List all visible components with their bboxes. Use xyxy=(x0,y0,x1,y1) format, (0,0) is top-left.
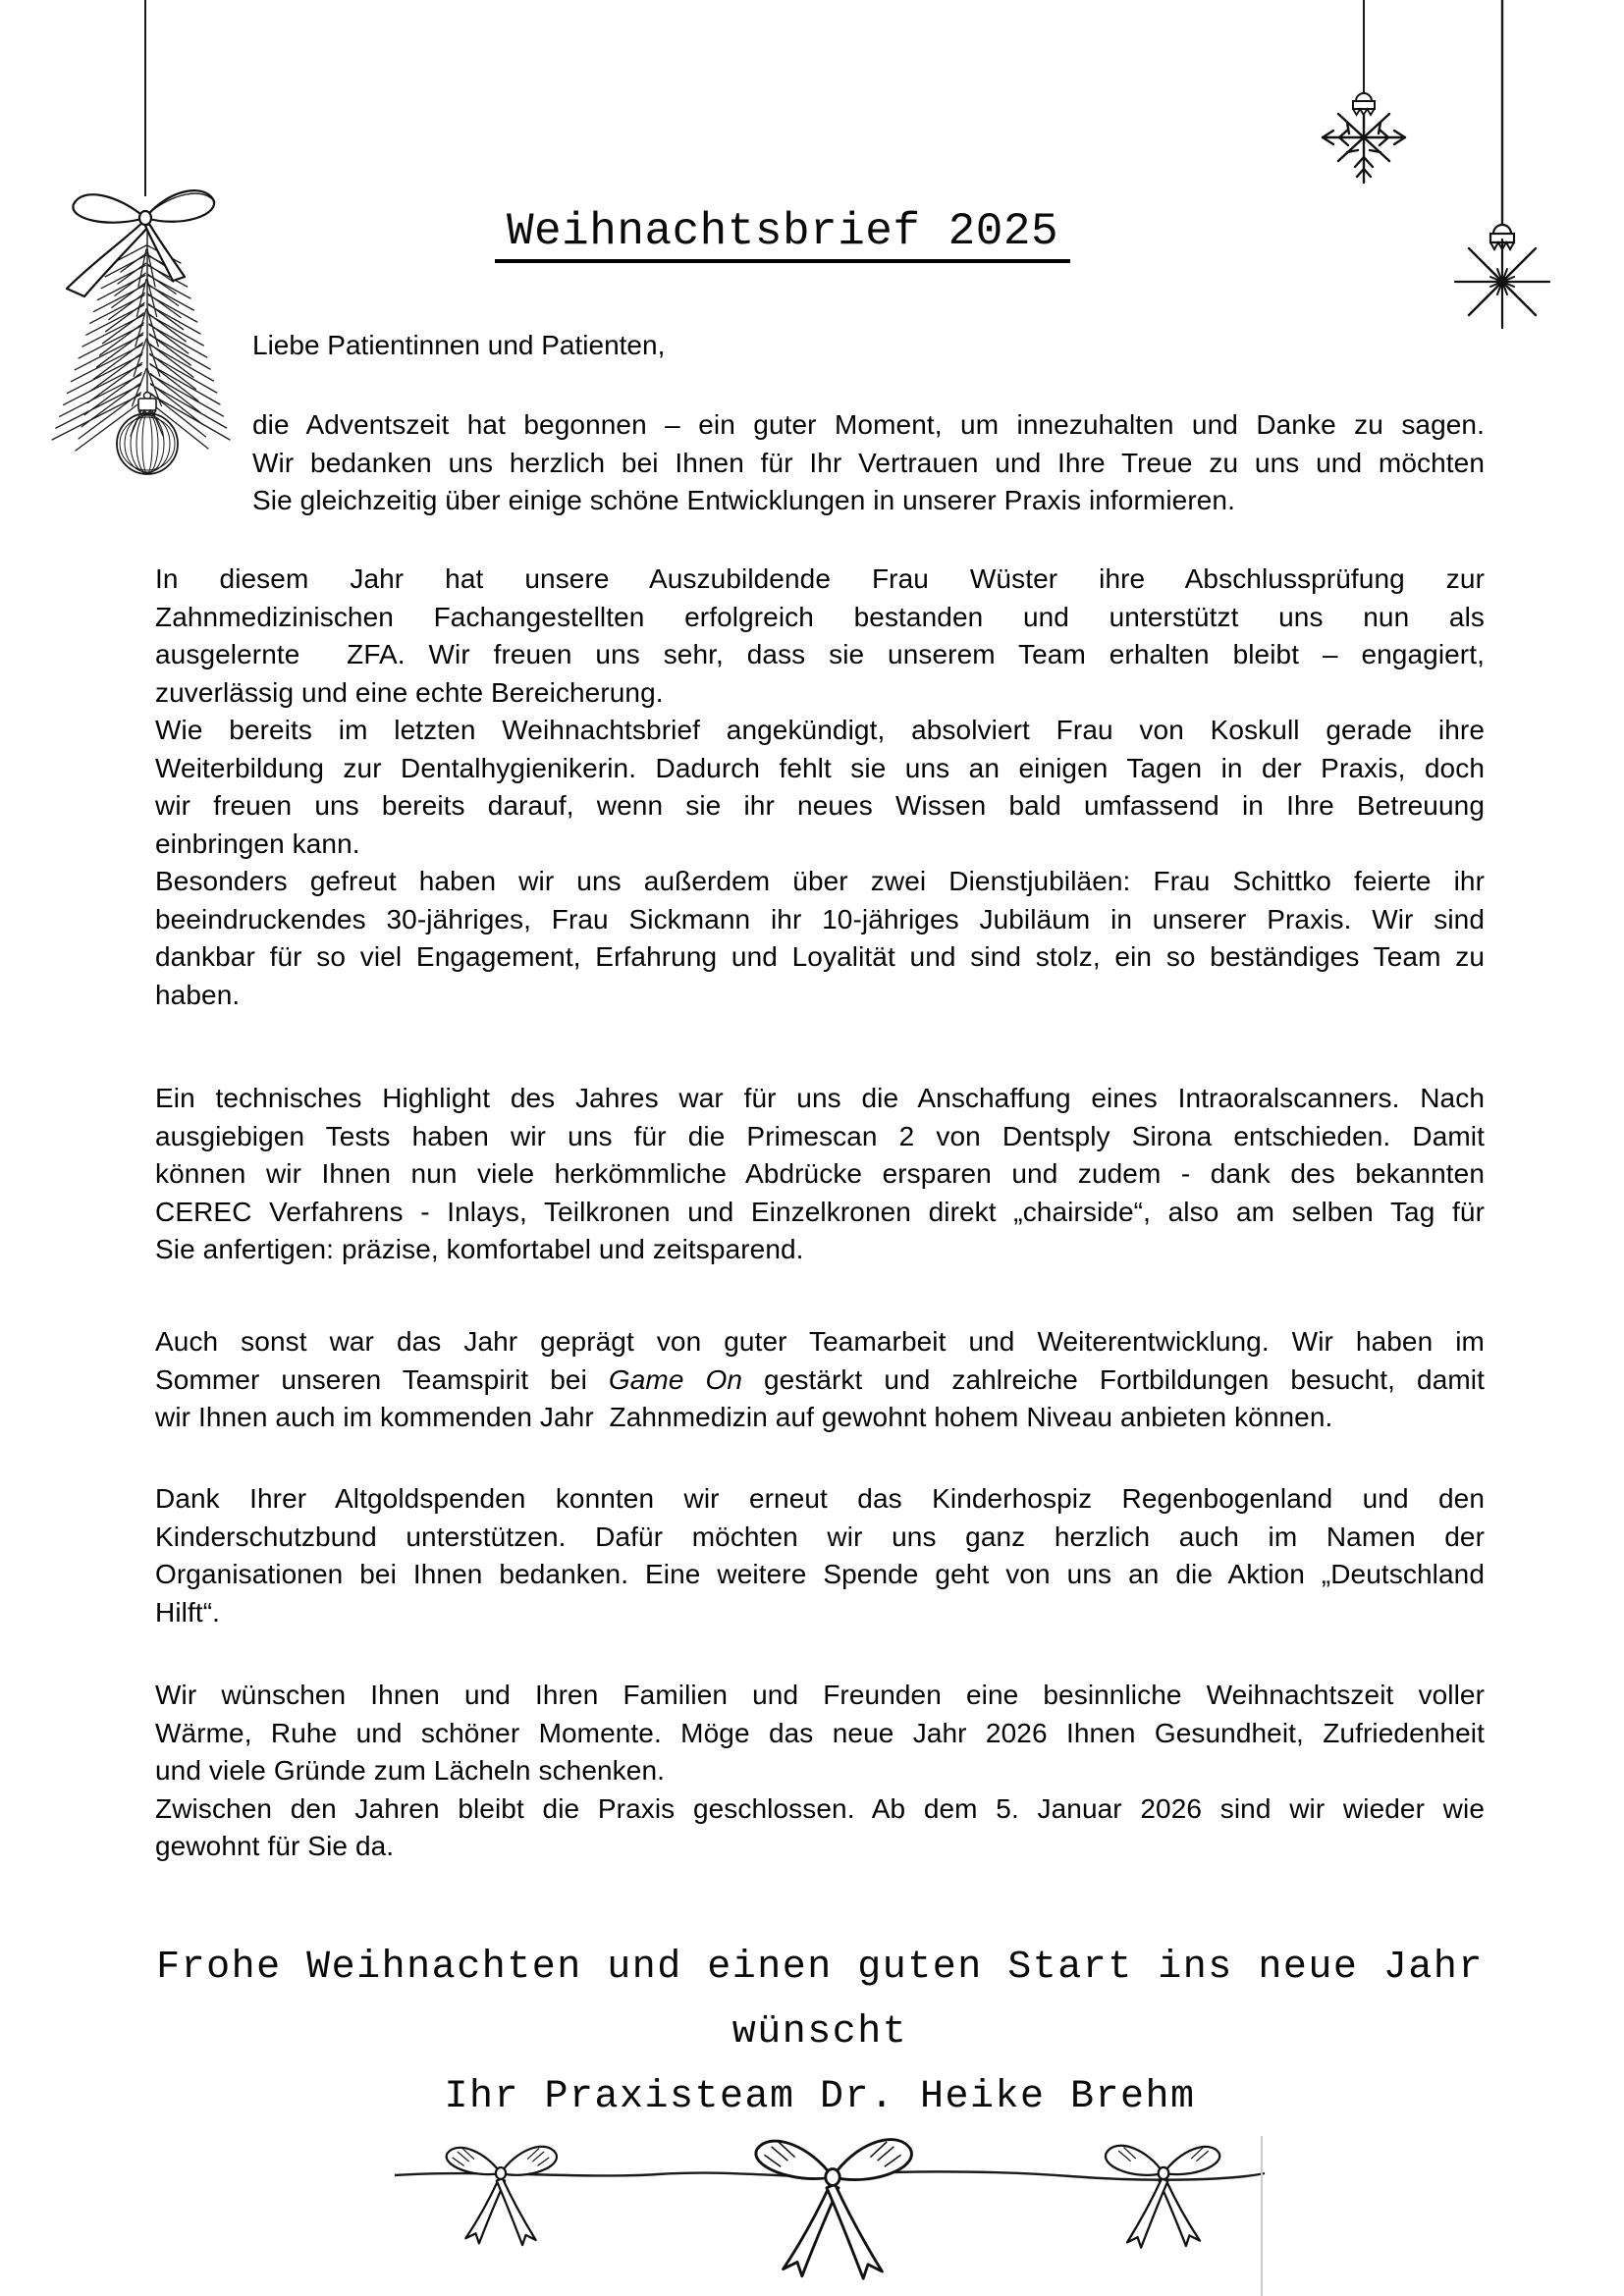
body-paragraph xyxy=(155,1323,1485,1437)
text-line: Sie gleichzeitig über einige schöne Entwicklungen in unserer Praxis informieren. xyxy=(252,485,1235,515)
hanging-snowflake-ornament xyxy=(1306,0,1424,196)
pine-needle xyxy=(64,365,142,405)
text-line: wir Ihnen auch im kommenden Jahr Zahnmedizin auf gewohnt hohem Niveau anbieten können. xyxy=(155,1402,1333,1432)
pine-needle xyxy=(82,315,143,347)
text-line: die Adventszeit hat begonnen – ein guter Moment, um innezuhalten und Danke zu sagen. xyxy=(252,409,1485,440)
text-line: Dank Ihrer Altgoldspenden konnten wir erneut das Kinderhospiz Regenbogenland und den xyxy=(155,1483,1485,1514)
text-line: gewohnt für Sie da. xyxy=(155,1831,395,1861)
image-edge-artifact xyxy=(1261,2136,1263,2296)
text-line: Auch sonst war das Jahr geprägt von guter Teamarbeit und Weiterentwicklung. Wir haben im xyxy=(155,1326,1485,1357)
closing-wuenscht: wünscht xyxy=(731,2010,908,2055)
closing-block xyxy=(155,1936,1485,2130)
pine-needle xyxy=(148,286,193,310)
text-line: Sommer unseren Teamspirit bei Game On gestärkt und zahlreiche Fortbildungen besucht, damit xyxy=(155,1363,1485,1395)
pine-needle xyxy=(150,354,217,393)
text-line: beeindruckendes 30-jähriges, Frau Sickmann ihr 10-jähriges Jubiläum in unserer Praxis. Wir sind xyxy=(155,903,1485,934)
text-line: Hilft“. xyxy=(155,1596,221,1628)
body-paragraph xyxy=(155,561,1485,1014)
bows xyxy=(447,2140,1220,2279)
body-paragraph xyxy=(155,1080,1485,1269)
snowflake-icon xyxy=(1323,114,1405,183)
bow-icon xyxy=(1106,2146,1219,2248)
text-line: In diesem Jahr hat unsere Auszubildende Frau Wüster ihre Abschlussprüfung zur xyxy=(155,563,1485,594)
text-line: können wir Ihnen nun viele herkömmliche Abdrücke ersparen und zudem - dank des bekannten xyxy=(155,1158,1485,1189)
text-line: ausgiebigen Tests haben wir uns für die Primescan 2 von Dentsply Sirona entschieden. Damit xyxy=(155,1120,1485,1151)
text-line: Zwischen den Jahren bleibt die Praxis geschlossen. Ab dem 5. Januar 2026 sind wir wieder wie xyxy=(155,1792,1485,1824)
bow-icon xyxy=(447,2147,557,2245)
pine-needle xyxy=(52,395,140,440)
body-paragraph xyxy=(155,1677,1485,1866)
text-line: Wärme, Ruhe und schöner Momente. Möge das neue Jahr 2026 Ihnen Gesundheit, Zufriedenheit xyxy=(155,1717,1485,1748)
text-line: und viele Gründe zum Lächeln schenken. xyxy=(155,1755,666,1786)
pine-needle xyxy=(79,325,143,358)
pine-needle xyxy=(75,335,142,370)
text-line: Organisationen bei Ihnen bedanken. Eine weitere Spende geht von uns an die Aktion „Deutschland xyxy=(155,1559,1485,1589)
ornament-cap xyxy=(1353,93,1375,115)
ribbon-bows-divider xyxy=(373,2110,1276,2296)
text-line: wir freuen uns bereits darauf, wenn sie ihr neues Wissen bald umfassend in Ihre Betreuung xyxy=(155,790,1485,821)
text-line: Kinderschutzbund unterstützen. Dafür möchten wir uns ganz herzlich auch im Namen der xyxy=(155,1521,1485,1552)
pine-needle xyxy=(149,335,210,369)
text-line: einbringen kann. xyxy=(155,828,360,859)
page-title: Weihnachtsbrief 2025 xyxy=(495,206,1070,263)
bow-icon xyxy=(756,2140,912,2279)
pine-needle xyxy=(56,385,141,428)
pine-needle xyxy=(151,403,208,449)
text-line: haben. xyxy=(155,979,241,1010)
intro-paragraph xyxy=(252,406,1485,520)
title-row xyxy=(0,206,1624,263)
hanging-star-ornament xyxy=(1443,0,1561,339)
text-line: CEREC Verfahrens - Inlays, Teilkronen und Einzelkronen direkt „chairside“, also am selben Tag für xyxy=(155,1196,1485,1227)
text-line: dankbar für so viel Engagement, Erfahrung und Loyalität und sind stolz, ein so beständiges Team zu xyxy=(155,941,1485,972)
text-line: Besonders gefreut haben wir uns außerdem über zwei Dienstjubiläen: Frau Schittko feierte ihr xyxy=(155,866,1485,896)
text-line: Wie bereits im letzten Weihnachtsbrief angekündigt, absolviert Frau von Koskull gerade ihre xyxy=(155,715,1485,745)
closing-signature: Ihr Praxisteam Dr. Heike Brehm xyxy=(444,2075,1196,2119)
closing-wish: Frohe Weihnachten und einen guten Start ins neue Jahr xyxy=(156,1946,1484,1990)
greeting: Liebe Patientinnen und Patienten, xyxy=(252,330,666,360)
text-line: Wir wünschen Ihnen und Ihren Familien und Freunden eine besinnliche Weihnachtszeit voller xyxy=(155,1680,1485,1710)
text-line: Weiterbildung zur Dentalhygienikerin. Dadurch fehlt sie uns an einigen Tagen in der Praxis, doch xyxy=(155,752,1485,783)
text-line: Wir bedanken uns herzlich bei Ihnen für Ihr Vertrauen und Ihre Treue zu uns und möchten xyxy=(252,447,1485,478)
text-line: Ein technisches Highlight des Jahres war für uns die Anschaffung eines Intraoralscanners. Nach xyxy=(155,1083,1485,1113)
text-line: zuverlässig und eine echte Bereicherung. xyxy=(155,676,664,708)
text-line: Sie anfertigen: präzise, komfortabel und zeitsparend. xyxy=(155,1234,804,1264)
text-line: ausgelernte ZFA. Wir freuen uns sehr, dass sie unserem Team erhalten bleibt – engagiert, xyxy=(155,639,1485,669)
body-paragraph xyxy=(155,1480,1485,1631)
text-line: Zahnmedizinischen Fachangestellten erfolgreich bestanden und unterstützt uns nun als xyxy=(155,601,1485,632)
